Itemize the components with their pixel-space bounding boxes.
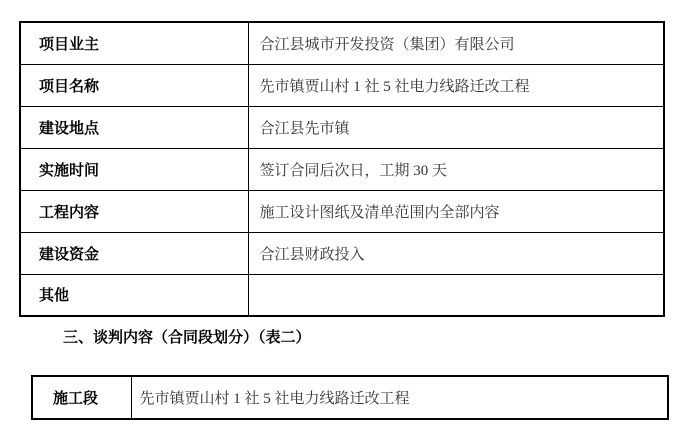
row-label: 实施时间 [20, 148, 248, 190]
table-row [20, 274, 664, 316]
row-label: 建设资金 [20, 232, 248, 274]
table-row [20, 64, 664, 106]
row-label: 工程内容 [20, 190, 248, 232]
row-label: 建设地点 [20, 106, 248, 148]
table-row [20, 106, 664, 148]
row-label: 项目业主 [20, 22, 248, 64]
row-value [248, 274, 664, 316]
row-value: 合江县财政投入 [248, 232, 664, 274]
construction-segment-table [31, 375, 669, 420]
row-value: 施工设计图纸及清单范围内全部内容 [248, 190, 664, 232]
row-value: 签订合同后次日，工期 30 天 [248, 148, 664, 190]
row-label: 施工段 [32, 376, 131, 419]
table-row [20, 232, 664, 274]
row-label: 其他 [20, 274, 248, 316]
row-value: 先市镇贾山村 1 社 5 社电力线路迁改工程 [131, 376, 668, 419]
table-row [20, 190, 664, 232]
table-row [20, 148, 664, 190]
table-row [20, 22, 664, 64]
row-label: 项目名称 [20, 64, 248, 106]
row-value: 合江县先市镇 [248, 106, 664, 148]
row-value: 先市镇贾山村 1 社 5 社电力线路迁改工程 [248, 64, 664, 106]
section-heading: 三、谈判内容（合同段划分）（表二） [63, 329, 311, 346]
project-info-table [19, 21, 665, 317]
row-value: 合江县城市开发投资（集团）有限公司 [248, 22, 664, 64]
table-row [32, 376, 668, 419]
